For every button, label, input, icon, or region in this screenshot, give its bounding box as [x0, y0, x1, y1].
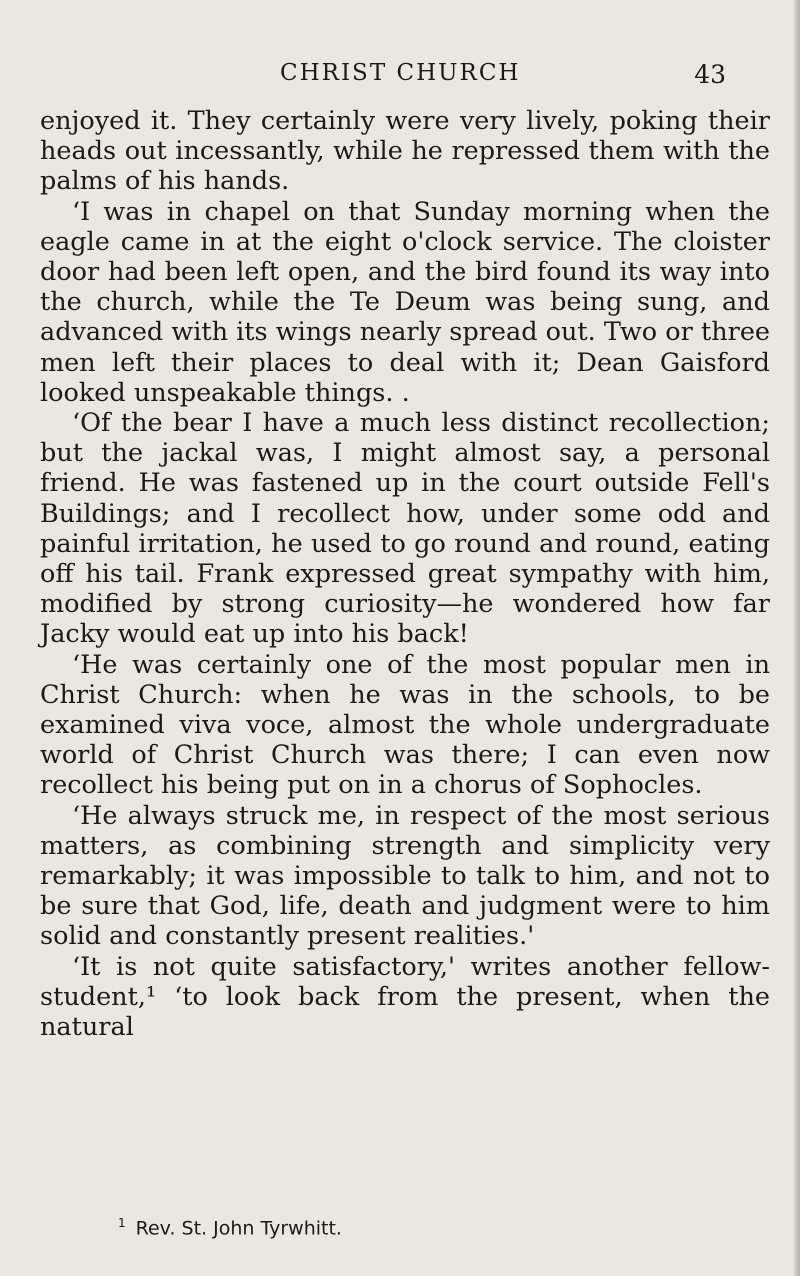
paragraph: ‘It is not quite satisfactory,' writes another fellow-student,¹ ‘to look back from the present, when the natural [40, 951, 770, 1043]
footnote-marker: 1 [118, 1216, 126, 1230]
page-edge [794, 0, 800, 1276]
paragraph: ‘Of the bear I have a much less distinct recollection; but the jackal was, I might almost say, a personal friend. He was fastened up in the court outside Fell's Buildings; and I recollect how, under some odd and painful irritation, he used to go round and round, eating off his tail. Frank expressed great sympathy with him, modified by strong curiosity—he wondered how far Jacky would eat up into his back! [40, 408, 770, 650]
footnote [118, 1216, 342, 1239]
page-number: 43 [694, 60, 726, 89]
paragraph: enjoyed it. They certainly were very lively, poking their heads out incessantly, while he repressed them with the palms of his hands. [40, 106, 770, 197]
running-head: CHRIST CHURCH [280, 60, 521, 86]
paragraph: ‘He always struck me, in respect of the most serious matters, as combining strength and simplicity very remarkably; it was impossible to talk to him, and not to be sure that God, life, death and judgment were to him solid and constantly present realities.' [40, 800, 770, 952]
body-text [40, 106, 770, 1042]
paragraph: ‘He was certainly one of the most popular men in Christ Church: when he was in the schools, to be examined viva voce, almost the whole undergraduate world of Christ Church was there; I can even now recollect his being put on in a chorus of Sophocles. [40, 649, 770, 801]
page-header [40, 60, 760, 92]
footnote-text: Rev. St. John Tyrwhitt. [135, 1217, 342, 1240]
paragraph: ‘I was in chapel on that Sunday morning when the eagle came in at the eight o'clock service. The cloister door had been left open, and the bird found its way into the church, while the Te Deum was being sung, and advanced with its wings nearly spread out. Two or three men left their places to deal with it; Dean Gaisford looked unspeakable things. . [40, 196, 770, 408]
